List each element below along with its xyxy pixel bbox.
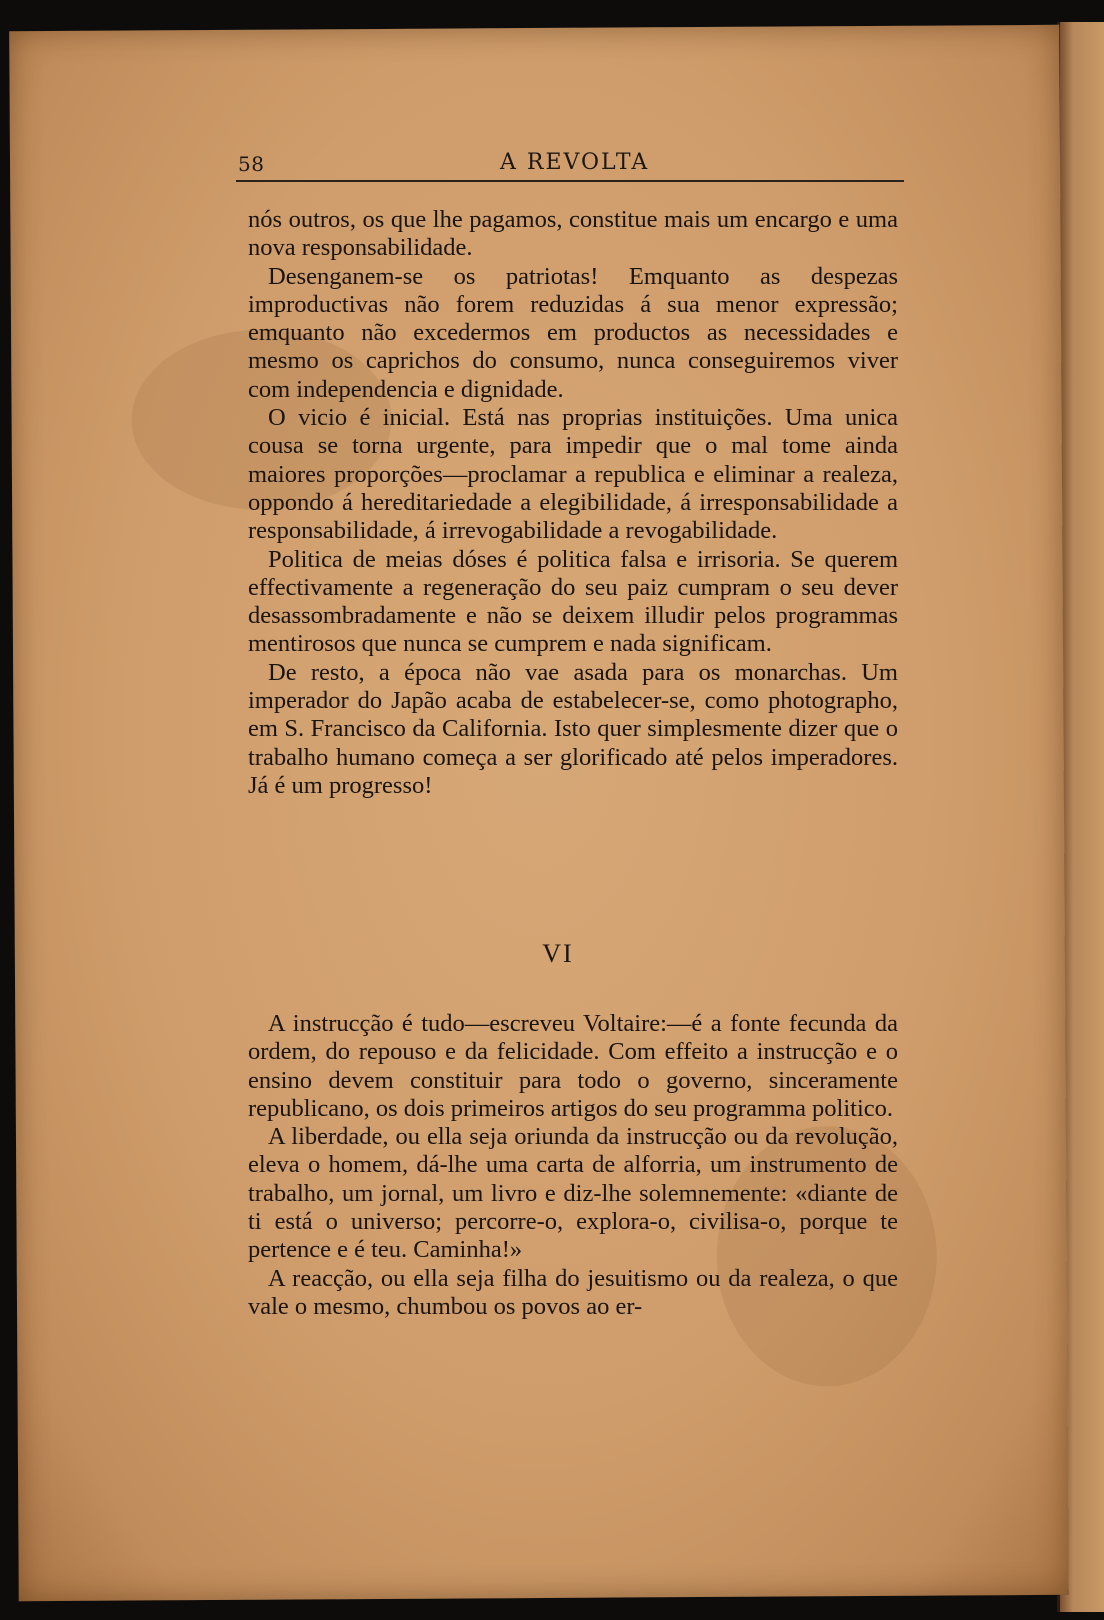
paragraph: Politica de meias dóses é politica falsa e irrisoria. Se querem effectivamente a regeneração do seu paiz cumpram o seu dever desassombradamente e não se deixem illudir pelos programmas mentirosos que nunca se cumprem e nada significam. [248, 545, 898, 658]
paragraph: A liberdade, ou ella seja oriunda da instrucção ou da revolução, eleva o homem, dá-lhe uma carta de alforria, um instrumento de trabalho, um jornal, um livro e diz-lhe solemnemente: «diante de ti está o universo; percorre-o, explora-o, civilisa-o, porque te pertence e é teu. Caminha!» [248, 1123, 898, 1264]
paragraph: De resto, a época não vae asada para os monarchas. Um imperador do Japão acaba de estabelecer-se, como photographo, em S. Francisco da California. Isto quer simplesmente dizer que o trabalho humano começa a ser glorificado até pelos imperadores. Já é um progresso! [248, 658, 898, 799]
body-text-lower [248, 1010, 898, 1321]
running-title: A REVOLTA [500, 150, 650, 175]
section-heading: VI [542, 939, 574, 968]
page-number: 58 [238, 152, 265, 176]
paragraph: A reacção, ou ella seja filha do jesuitismo ou da realeza, o que vale o mesmo, chumbou os povos ao er- [248, 1264, 898, 1320]
paragraph: nós outros, os que lhe pagamos, constitue mais um encargo e uma nova responsabilidade. [248, 206, 898, 262]
header-divider [236, 180, 904, 182]
paragraph: A instrucção é tudo—escreveu Voltaire:—é a fonte fecunda da ordem, do repouso e da felicidade. Com effeito a instrucção e o ensino devem constituir para todo o governo, sinceramente republicano, os dois primeiros artigos do seu programma politico. [248, 1010, 898, 1122]
section-heading-block [248, 918, 898, 998]
paragraph: Desenganem-se os patriotas! Emquanto as despezas improductivas não forem reduzidas á sua menor expressão; emquanto não excedermos em productos as necessidades e mesmo os caprichos do consumo, nunca conseguiremos viver com independencia e dignidade. [248, 262, 898, 403]
page-header [226, 140, 902, 176]
body-text-upper [248, 206, 898, 800]
paragraph: O vicio é inicial. Está nas proprias instituições. Uma unica cousa se torna urgente, para impedir que o mal tome ainda maiores proporções—proclamar a republica e eliminar a realeza, oppondo á hereditariedade a elegibilidade, á irresponsabilidade a responsabilidade, á irrevogabilidade a revogabilidade. [248, 404, 898, 545]
